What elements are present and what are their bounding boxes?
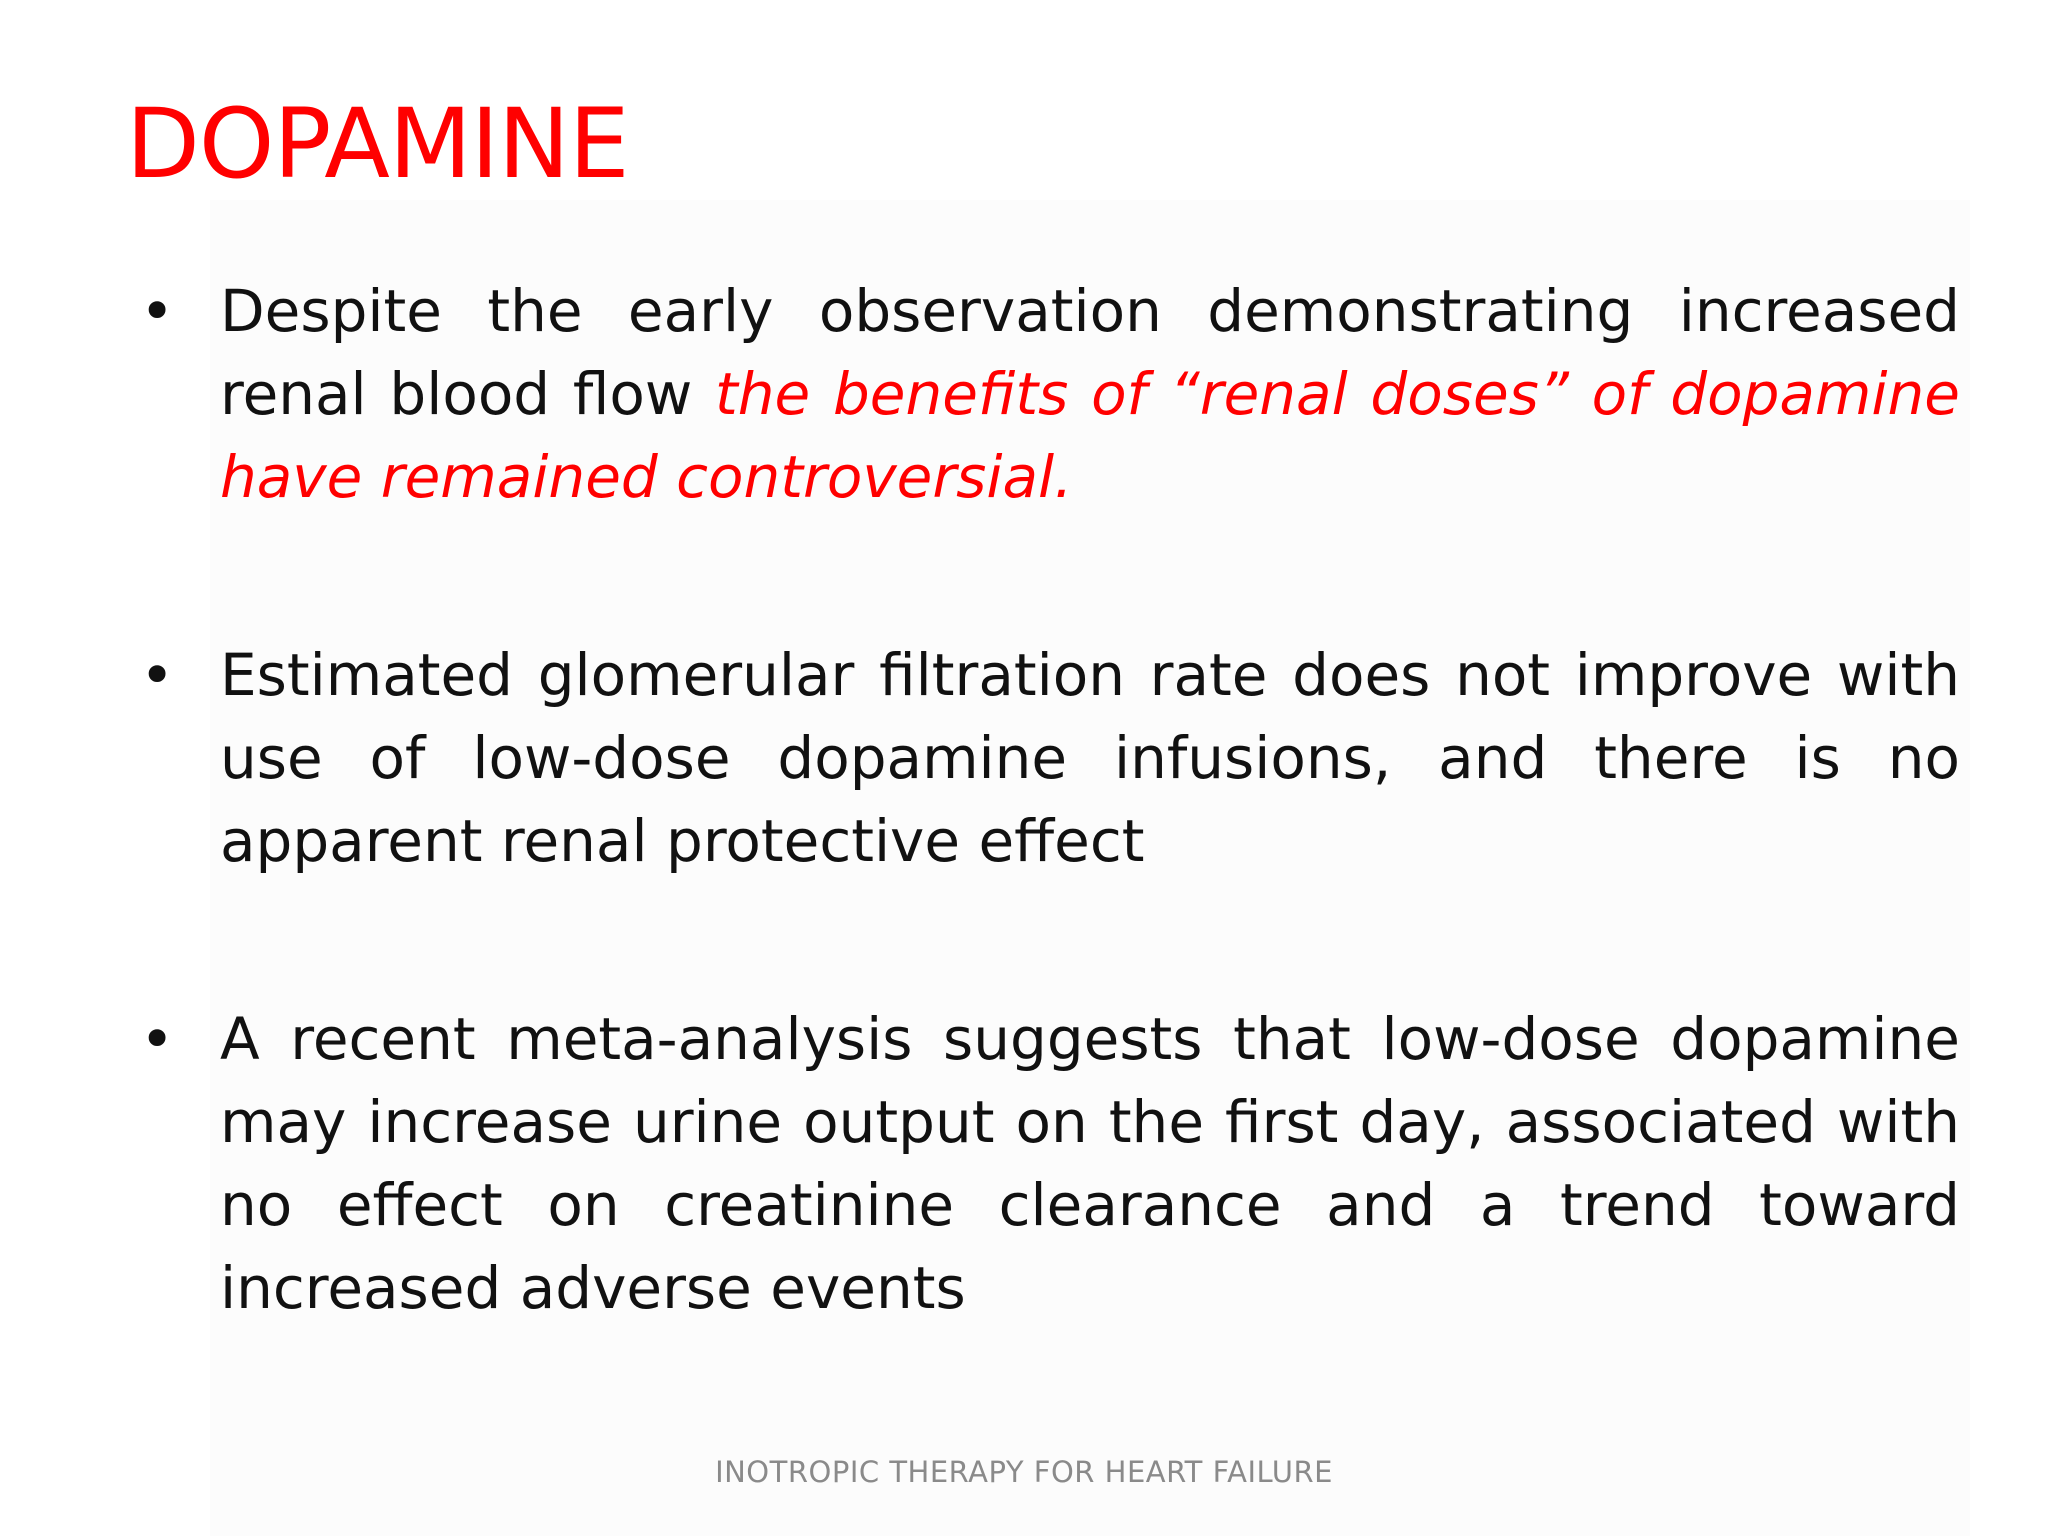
slide-title: DOPAMINE [126,88,629,200]
bullet-list [140,270,1960,1330]
bullet-text-plain: Despite the early observation demonstrating increased renal blood flow [220,277,1960,428]
bullet-text [220,270,1960,519]
bullet-text-emphasis: the benefits of “renal doses” of dopamine have remained controversial. [220,360,1960,511]
bullet-item-meta-analysis [140,998,1960,1330]
bullet-item-gfr [140,634,1960,883]
bullet-text: Estimated glomerular filtration rate does not improve with use of low-dose dopamine infusions, and there is no apparent renal protective effect [220,641,1960,875]
bullet-item-renal-blood-flow [140,270,1960,519]
bullet-text: A recent meta-analysis suggests that low-dose dopamine may increase urine output on the first day, associated with no effect on creatinine clearance and a trend toward increased adverse events [220,1005,1960,1322]
bullet-marker: • [140,1005,175,1073]
bullet-marker: • [140,641,175,709]
slide-footer: INOTROPIC THERAPY FOR HEART FAILURE [715,1455,1333,1489]
bullet-marker: • [140,277,175,345]
